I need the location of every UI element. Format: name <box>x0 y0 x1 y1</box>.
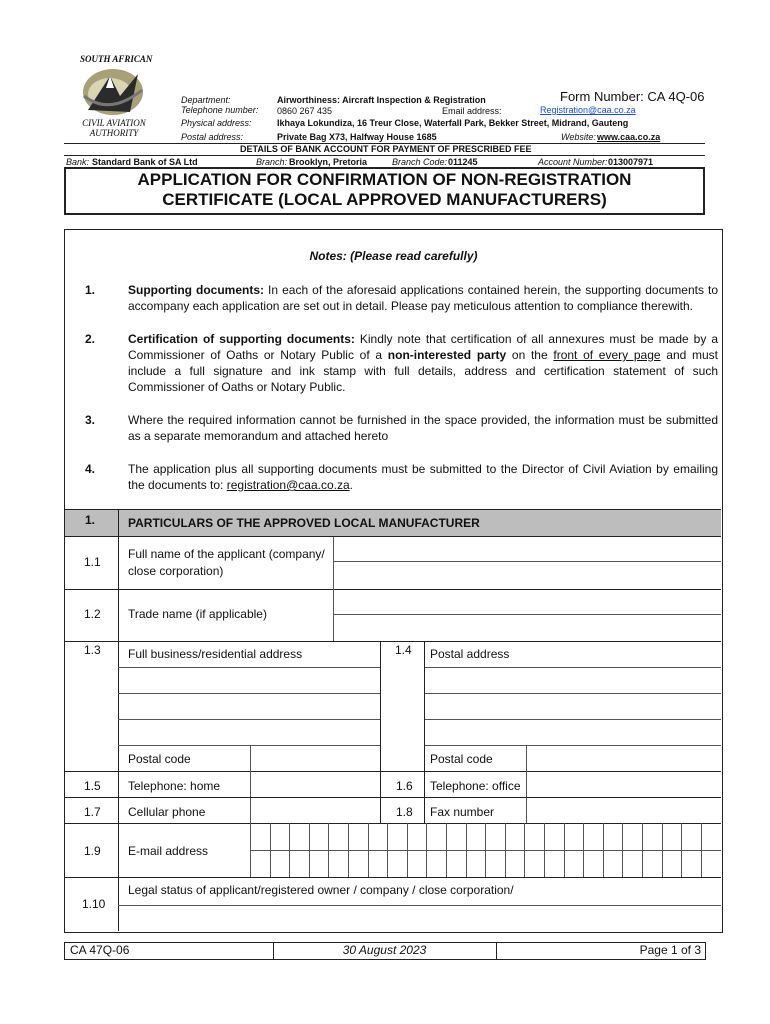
telephone-office-label: Telephone: office <box>430 779 521 793</box>
postal-address-label: Postal address <box>430 647 510 661</box>
trade-name-label: Trade name (if applicable) <box>128 607 267 621</box>
row-1-10-number: 1.10 <box>82 897 106 911</box>
caa-logo <box>66 52 166 142</box>
note-1-number: 1. <box>85 283 96 297</box>
row-1-6-number: 1.6 <box>396 779 413 793</box>
physical-value: Ikhaya Lokundiza, 16 Treur Close, Waterfall Park, Bekker Street, Midrand, Gauteng <box>277 118 629 128</box>
bank-label: Bank: <box>66 157 90 167</box>
telephone-home-input[interactable] <box>251 772 379 796</box>
department-label: Department: <box>181 95 231 105</box>
business-address-input[interactable] <box>119 668 379 744</box>
row-1-7-number: 1.7 <box>84 805 101 819</box>
note-1-text: In each of the aforesaid applications contained herein, the supporting documents to accompany each application are set out in detail. Please pay meticulous attention to compliance therewith. <box>128 283 718 313</box>
note-3: Where the required information cannot be furnished in the space provided, the information must be submitted as a separate memorandum and attached hereto <box>128 413 718 443</box>
website-value[interactable]: www.caa.co.za <box>597 132 661 142</box>
email-box-divider <box>485 823 486 877</box>
email-box-divider <box>662 823 663 877</box>
branch-value: Brooklyn, Pretoria <box>289 157 368 167</box>
branch-label: Branch: <box>256 157 288 167</box>
legal-status-input[interactable] <box>119 906 721 930</box>
note-4-number: 4. <box>85 462 96 476</box>
bank-value: Standard Bank of SA Ltd <box>92 157 198 167</box>
note-4-email-link[interactable]: registration@caa.co.za <box>226 478 350 492</box>
row-1-5-number: 1.5 <box>84 779 101 793</box>
cellular-phone-input[interactable] <box>251 798 379 822</box>
email-box-divider <box>289 823 290 877</box>
cellular-phone-label: Cellular phone <box>128 805 206 819</box>
telephone-value: 0860 267 435 <box>277 106 333 116</box>
email-box-divider <box>348 823 349 877</box>
row-1-8-number: 1.8 <box>396 805 413 819</box>
email-box-divider <box>368 823 369 877</box>
notes-heading: Notes: (Please read carefully) <box>309 249 478 263</box>
email-box-divider <box>622 823 623 877</box>
telephone-home-label: Telephone: home <box>128 779 221 793</box>
full-name-label-b: close corporation) <box>128 564 224 578</box>
telephone-office-input[interactable] <box>527 772 721 796</box>
email-box-divider <box>328 823 329 877</box>
fax-number-label: Fax number <box>430 805 495 819</box>
note-1-bold: Supporting documents: <box>128 283 265 297</box>
branch-code-value: 011245 <box>448 157 478 167</box>
note-2-text1: Kindly note that certification of all annexures must be made by a Commissioner of Oaths or Notary Public of a <box>128 332 718 362</box>
logo-bottom-line2: AUTHORITY <box>89 128 139 138</box>
row-1-2-number: 1.2 <box>84 607 101 621</box>
legal-status-label: Legal status of applicant/registered owner / company / close corporation/ <box>128 883 514 897</box>
footer-page-number: Page 1 of 3 <box>639 943 701 957</box>
footer-form-code: CA 47Q-06 <box>70 943 130 957</box>
email-box-divider <box>250 823 251 877</box>
email-address-label: E-mail address <box>128 844 209 858</box>
postal-code-right-input[interactable] <box>527 746 721 770</box>
email-box-divider <box>309 823 310 877</box>
header-email-link[interactable]: Registration@caa.co.za <box>540 105 636 115</box>
note-4: The application plus all supporting documents must be submitted to the Director of Civil Aviation by emailing the documents to: registration@caa.co.za. <box>128 462 718 492</box>
email-box-divider <box>564 823 565 877</box>
website-label: Website: <box>561 132 596 142</box>
email-box-divider <box>701 823 702 877</box>
email-box-divider <box>583 823 584 877</box>
logo-emblem-icon <box>80 66 146 118</box>
department-value: Airworthiness: Aircraft Inspection & Registration <box>277 95 486 105</box>
email-box-divider <box>407 823 408 877</box>
trade-name-input[interactable] <box>334 590 721 640</box>
postal-label: Postal address: <box>181 132 244 142</box>
note-2-number: 2. <box>85 332 96 346</box>
email-box-divider <box>603 823 604 877</box>
email-box-divider <box>466 823 467 877</box>
row-1-1-number: 1.1 <box>84 555 101 569</box>
email-box-divider <box>681 823 682 877</box>
section-1-title: PARTICULARS OF THE APPROVED LOCAL MANUFACTURER <box>128 516 480 530</box>
postal-code-left-input[interactable] <box>251 746 379 770</box>
note-2-underline: front of every page <box>553 348 661 362</box>
postal-address-input[interactable] <box>425 668 721 744</box>
email-box-divider <box>544 823 545 877</box>
row-1-3-number: 1.3 <box>84 643 101 657</box>
email-box-divider <box>505 823 506 877</box>
full-name-input[interactable] <box>334 538 721 588</box>
email-box-divider <box>446 823 447 877</box>
note-3-number: 3. <box>85 413 96 427</box>
email-box-divider <box>426 823 427 877</box>
telephone-label: Telephone number: <box>181 105 259 115</box>
postal-code-left-label: Postal code <box>128 752 191 766</box>
email-label: Email address: <box>442 106 502 116</box>
email-box-divider <box>642 823 643 877</box>
row-1-9-number: 1.9 <box>84 844 101 858</box>
full-name-label-a: Full name of the applicant (company/ <box>128 547 325 561</box>
logo-bottom-line1: CIVIL AVIATION <box>82 118 146 128</box>
note-4-text: The application plus all supporting documents must be submitted to the Director of Civil Aviation by emailing the documents to: <box>128 462 718 492</box>
account-value: 013007971 <box>608 157 654 167</box>
email-box-divider <box>524 823 525 877</box>
form-number: Form Number: CA 4Q-06 <box>560 89 705 104</box>
bank-heading: DETAILS OF BANK ACCOUNT FOR PAYMENT OF PRESCRIBED FEE <box>240 144 532 154</box>
postal-code-right-label: Postal code <box>430 752 493 766</box>
page-title-line2: CERTIFICATE (LOCAL APPROVED MANUFACTURERS) <box>162 190 607 209</box>
note-2 <box>128 331 718 395</box>
logo-top-text: SOUTH AFRICAN <box>80 54 153 64</box>
footer-date: 30 August 2023 <box>342 943 427 957</box>
branch-code-label: Branch Code: <box>392 157 448 167</box>
business-address-label: Full business/residential address <box>128 647 303 661</box>
note-2-bold: Certification of supporting documents: <box>128 332 355 346</box>
physical-label: Physical address: <box>181 118 252 128</box>
note-2-bold2: non-interested party <box>387 348 507 362</box>
row-1-4-number: 1.4 <box>395 643 412 657</box>
email-box-divider <box>387 823 388 877</box>
note-2-text3: and must include a full signature and ink stamp with full details, address and certification statement of such Commissioner of Oaths or Notary Public. <box>128 348 719 394</box>
postal-value: Private Bag X73, Halfway House 1685 <box>277 132 437 142</box>
section-1-number: 1. <box>85 513 96 527</box>
account-label: Account Number: <box>538 157 608 167</box>
email-box-divider <box>270 823 271 877</box>
note-2-text2: on the <box>506 348 554 362</box>
note-1 <box>128 282 718 314</box>
page-title-line1: APPLICATION FOR CONFIRMATION OF NON-REGISTRATION <box>137 170 632 189</box>
fax-number-input[interactable] <box>527 798 721 822</box>
